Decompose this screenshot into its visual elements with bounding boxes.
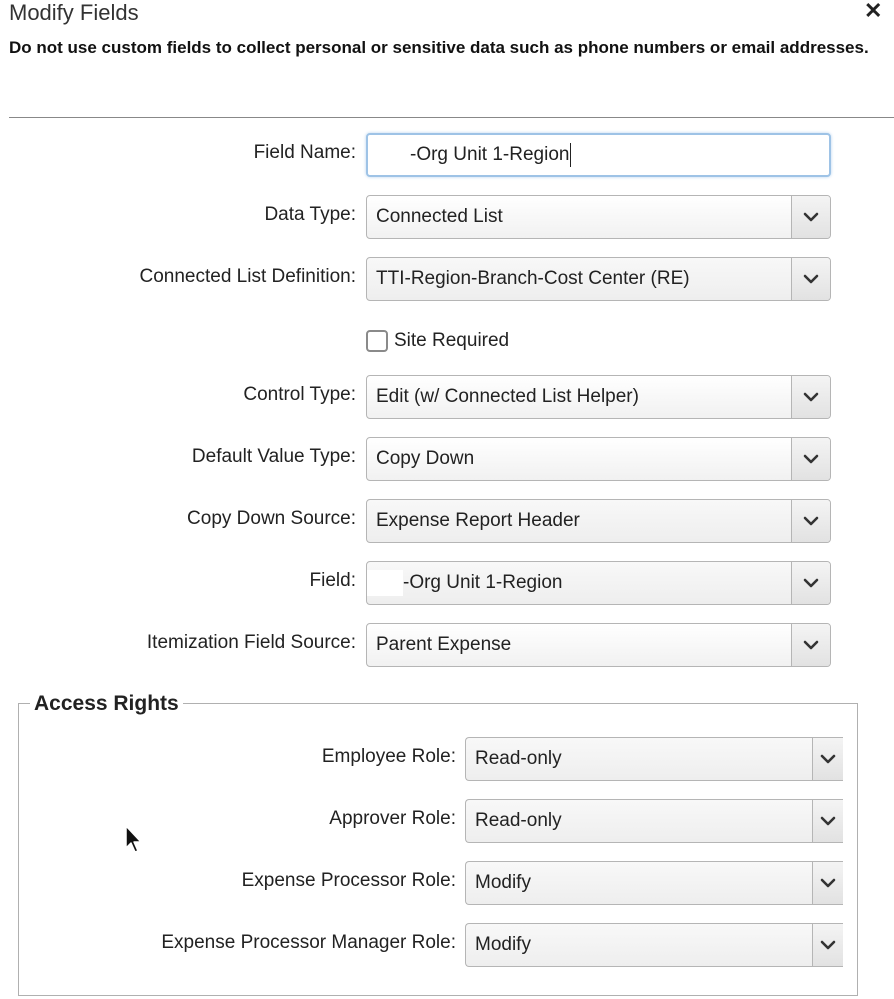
copy-down-source-label: Copy Down Source: bbox=[187, 508, 356, 529]
expense-processor-manager-role-select[interactable] bbox=[465, 923, 843, 967]
expense-processor-role-label: Expense Processor Role: bbox=[241, 870, 456, 891]
field-label: Field: bbox=[309, 570, 356, 591]
itemization-field-source-label: Itemization Field Source: bbox=[146, 632, 356, 653]
chevron-down-icon[interactable] bbox=[812, 738, 843, 780]
expense-processor-manager-role-label: Expense Processor Manager Role: bbox=[161, 932, 456, 953]
approver-role-select[interactable] bbox=[465, 799, 843, 843]
text-caret bbox=[570, 143, 571, 167]
approver-role-label: Approver Role: bbox=[329, 808, 456, 829]
data-type-select[interactable] bbox=[366, 195, 831, 239]
copy-down-source-select[interactable] bbox=[366, 499, 831, 543]
site-required-row bbox=[366, 327, 509, 355]
default-value-type-select[interactable] bbox=[366, 437, 831, 481]
default-value-type-label: Default Value Type: bbox=[191, 446, 356, 467]
site-required-label: Site Required bbox=[394, 330, 510, 351]
employee-role-value: Read-only bbox=[475, 748, 562, 769]
employee-role-select[interactable] bbox=[465, 737, 843, 781]
connected-list-definition-label: Connected List Definition: bbox=[139, 266, 356, 287]
control-type-label: Control Type: bbox=[243, 384, 356, 405]
chevron-down-icon[interactable] bbox=[791, 562, 830, 604]
field-select[interactable] bbox=[366, 561, 831, 605]
control-type-select[interactable] bbox=[366, 375, 831, 419]
redacted-prefix bbox=[378, 143, 410, 167]
redacted-prefix bbox=[367, 570, 403, 596]
itemization-field-source-value: Parent Expense bbox=[376, 634, 512, 655]
default-value-type-value: Copy Down bbox=[376, 448, 475, 469]
copy-down-source-value: Expense Report Header bbox=[376, 510, 580, 531]
privacy-warning: Do not use custom fields to collect personal or sensitive data such as phone numbers or email addresses. bbox=[9, 38, 869, 57]
dialog-title: Modify Fields bbox=[9, 0, 139, 25]
connected-list-definition-value: TTI-Region-Branch-Cost Center (RE) bbox=[376, 268, 690, 289]
chevron-down-icon[interactable] bbox=[791, 500, 830, 542]
data-type-value: Connected List bbox=[376, 206, 503, 227]
access-rights-legend: Access Rights bbox=[30, 690, 183, 718]
header-divider bbox=[9, 117, 894, 118]
connected-list-definition-select[interactable] bbox=[366, 257, 831, 301]
chevron-down-icon[interactable] bbox=[791, 438, 830, 480]
expense-processor-role-select[interactable] bbox=[465, 861, 843, 905]
close-icon[interactable]: ✕ bbox=[864, 0, 883, 23]
approver-role-value: Read-only bbox=[475, 810, 562, 831]
chevron-down-icon[interactable] bbox=[791, 258, 830, 300]
control-type-value: Edit (w/ Connected List Helper) bbox=[376, 386, 639, 407]
field-name-value: -Org Unit 1-Region bbox=[410, 144, 570, 165]
field-name-input[interactable] bbox=[366, 133, 831, 177]
site-required-checkbox[interactable] bbox=[366, 330, 388, 352]
data-type-label: Data Type: bbox=[264, 204, 356, 225]
itemization-field-source-select[interactable] bbox=[366, 623, 831, 667]
expense-processor-manager-role-value: Modify bbox=[475, 934, 531, 955]
employee-role-label: Employee Role: bbox=[321, 746, 456, 767]
chevron-down-icon[interactable] bbox=[791, 376, 830, 418]
chevron-down-icon[interactable] bbox=[812, 800, 843, 842]
chevron-down-icon[interactable] bbox=[791, 624, 830, 666]
chevron-down-icon[interactable] bbox=[812, 862, 843, 904]
mouse-cursor-icon bbox=[124, 824, 144, 854]
chevron-down-icon[interactable] bbox=[812, 924, 843, 966]
field-name-label: Field Name: bbox=[253, 142, 356, 163]
chevron-down-icon[interactable] bbox=[791, 196, 830, 238]
expense-processor-role-value: Modify bbox=[475, 872, 531, 893]
field-value: -Org Unit 1-Region bbox=[403, 572, 563, 593]
